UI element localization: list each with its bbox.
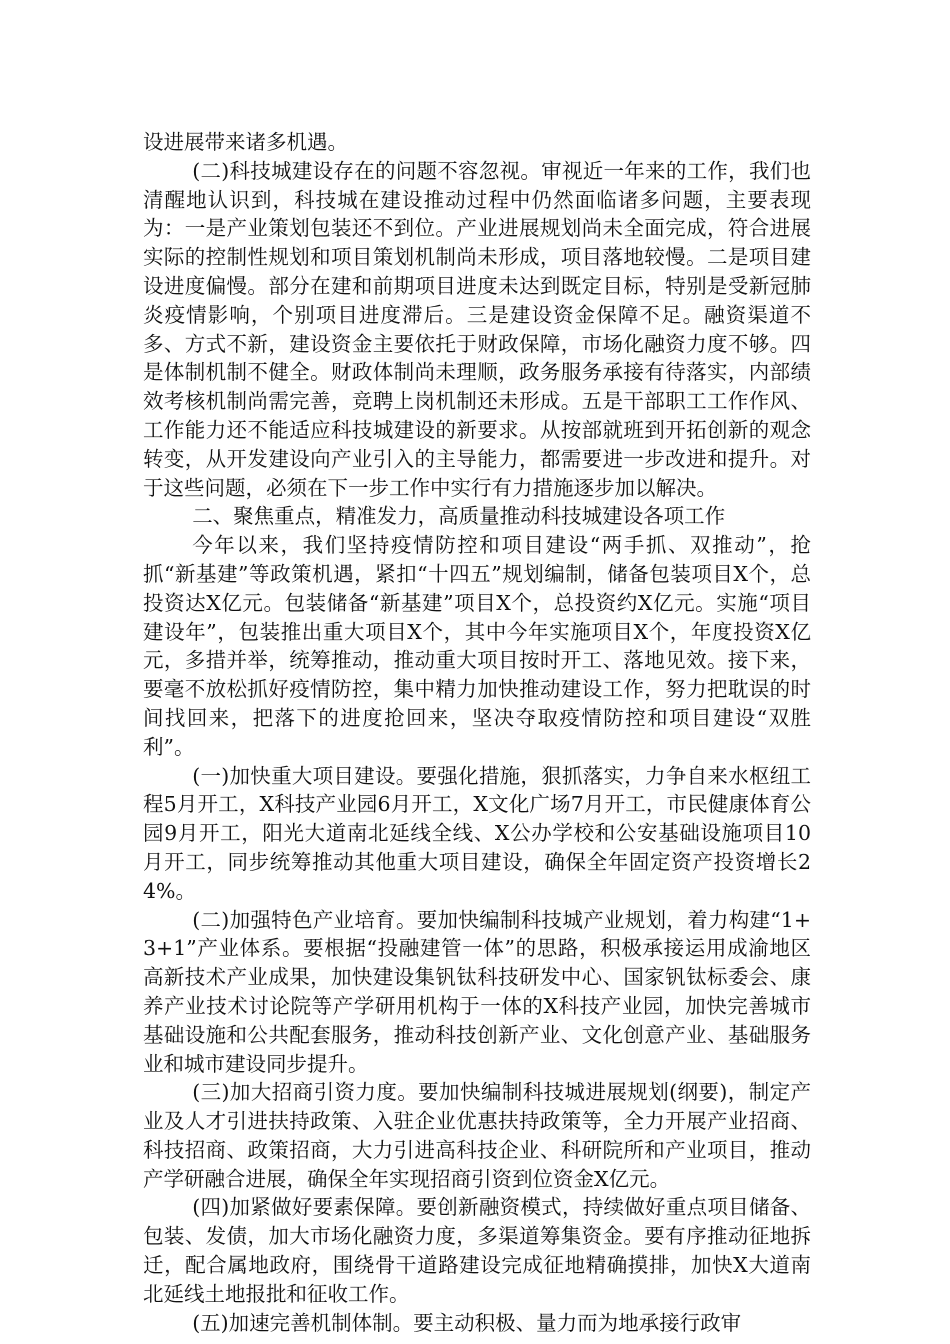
paragraph-overview: 今年以来，我们坚持疫情防控和项目建设“两手抓、双推动”，抢抓“新基建”等政策机遇，紧扣“十四五”规划编制，储备包装项目X个，总投资达X亿元。包装储备“新基建”项目X个，总投资约X亿元。实施“项目建设年”，包装推出重大项目X个，其中今年实施项目X个，年度投资X亿元，多措并举，统筹推动，推动重大项目按时开工、落地见效。接下来，要毫不放松抓好疫情防控，集中精力加快推动建设工作，努力把耽误的时间找回来，把落下的进度抢回来，坚决夺取疫情防控和项目建设“双胜利”。	[143, 533, 811, 759]
document-body	[143, 128, 811, 1337]
paragraph-investment: (三)加大招商引资力度。要加快编制科技城进展规划(纲要)，制定产业及人才引进扶持政策、入驻企业优惠扶持政策等，全力开展产业招商、科技招商、政策招商，大力引进高科技企业、科研院所和产业项目，推动产学研融合进展，确保全年实现招商引资到位资金X亿元。	[143, 1080, 811, 1191]
paragraph-industry: (二)加强特色产业培育。要加快编制科技城产业规划，着力构建“1+3+1”产业体系。要根据“投融建管一体”的思路，积极承接运用成渝地区高新技术产业成果，加快建设集钒钛科技研发中心、国家钒钛标委会、康养产业技术讨论院等产学研用机构于一体的X科技产业园，加快完善城市基础设施和公共配套服务，推动科技创新产业、文化创意产业、基础服务业和城市建设同步提升。	[143, 907, 811, 1076]
paragraph-continuation: 设进展带来诸多机遇。	[143, 130, 348, 154]
paragraph-major-projects: (一)加快重大项目建设。要强化措施，狠抓落实，力争自来水枢纽工程5月开工，X科技产业园6月开工，X文化广场7月开工，市民健康体育公园9月开工，阳光大道南北延线全线、X公办学校和公安基础设施项目10月开工，同步统筹推动其他重大项目建设，确保全年固定资产投资增长24%。	[143, 763, 811, 903]
paragraph-resources: (四)加紧做好要素保障。要创新融资模式，持续做好重点项目储备、包装、发债，加大市场化融资力度，多渠道筹集资金。要有序推动征地拆迁，配合属地政府，围绕骨干道路建设完成征地精确摸排，加快X大道南北延线土地报批和征收工作。	[143, 1195, 811, 1306]
paragraph-problems: (二)科技城建设存在的问题不容忽视。审视近一年来的工作，我们也清醒地认识到，科技城在建设推动过程中仍然面临诸多问题，主要表现为：一是产业策划包装还不到位。产业进展规划尚未全面完成，符合进展实际的控制性规划和项目策划机制尚未形成，项目落地较慢。二是项目建设进度偏慢。部分在建和前期项目进度未达到既定目标，特别是受新冠肺炎疫情影响，个别项目进度滞后。三是建设资金保障不足。融资渠道不多、方式不新，建设资金主要依托于财政保障，市场化融资力度不够。四是体制机制不健全。财政体制尚未理顺，政务服务承接有待落实，内部绩效考核机制尚需完善，竞聘上岗机制还未形成。五是干部职工工作作风、工作能力还不能适应科技城建设的新要求。从按部就班到开拓创新的观念转变，从开发建设向产业引入的主导能力，都需要进一步改进和提升。对于这些问题，必须在下一步工作中实行有力措施逐步加以解决。	[143, 158, 811, 500]
paragraph-mechanism: (五)加速完善机制体制。要主动积极、量力而为地承接行政审	[192, 1310, 742, 1335]
section-heading: 二、聚焦重点，精准发力，高质量推动科技城建设各项工作	[192, 504, 726, 529]
